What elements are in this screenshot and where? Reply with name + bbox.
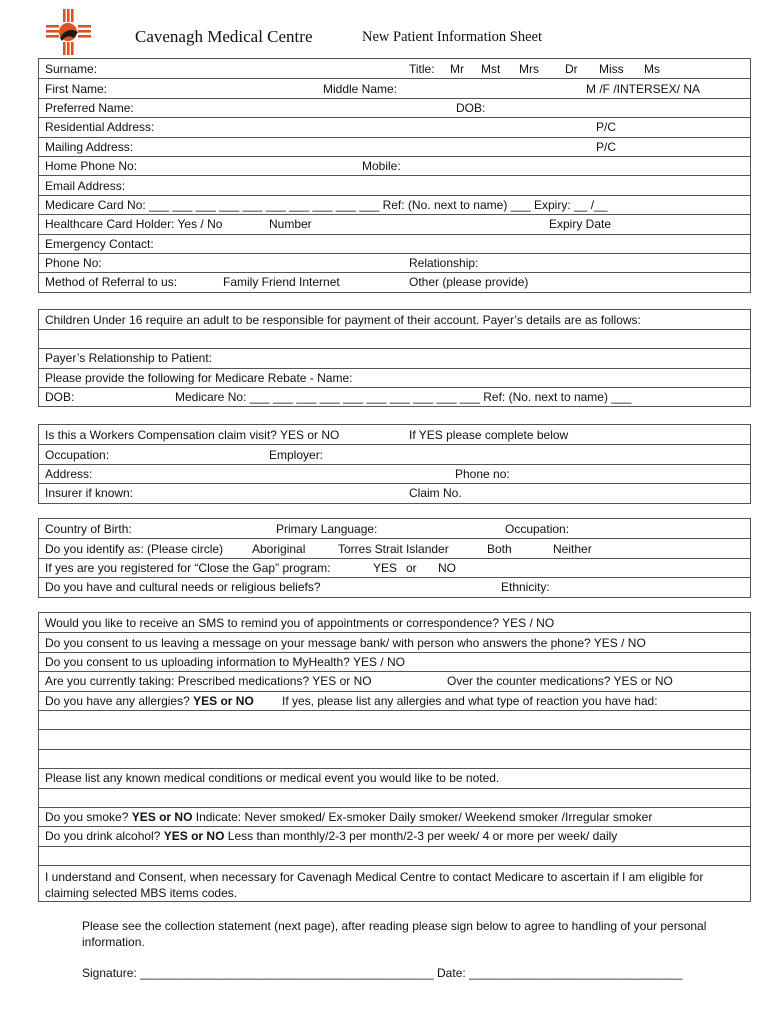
payer-rel-row: [39, 348, 750, 367]
payer-medicare-label[interactable]: Medicare No: ___ ___ ___ ___ ___ ___ ___ ___ ___ ___ Ref: (No. next to name) ___: [175, 389, 632, 404]
mailing-row: [39, 137, 750, 156]
workers-occupation-row: [39, 444, 750, 463]
rebate-row: [39, 368, 750, 387]
referral-other[interactable]: Other (please provide): [409, 275, 529, 290]
emergency-phone-label[interactable]: Phone No:: [45, 256, 102, 271]
myhealth-question[interactable]: Do you consent to us uploading information to MyHealth? YES / NO: [45, 654, 405, 669]
workers-address-label[interactable]: Address:: [45, 466, 93, 481]
identify-label: Do you identify as: (Please circle): [45, 541, 224, 556]
children-blank-row[interactable]: [39, 329, 750, 348]
sms-question[interactable]: Would you like to receive an SMS to remind you of appointments or correspondence? YES / NO: [45, 615, 555, 630]
needs-label[interactable]: Do you have and cultural needs or religious beliefs?: [45, 580, 321, 595]
children-intro-row: [39, 310, 750, 329]
title-mrs[interactable]: Mrs: [519, 61, 539, 76]
myhealth-row: [39, 652, 750, 671]
workers-question[interactable]: Is this a Workers Compensation claim visit? YES or NO: [45, 427, 340, 442]
title-miss[interactable]: Miss: [599, 61, 624, 76]
alcohol-yes-no[interactable]: YES or NO: [163, 829, 225, 844]
workers-employer-label[interactable]: Employer:: [269, 447, 324, 462]
identify-neither[interactable]: Neither: [553, 541, 592, 556]
rebate-label[interactable]: Please provide the following for Medicare Rebate - Name:: [45, 370, 353, 385]
allergies-blank-2[interactable]: [39, 729, 750, 748]
sheet-title: New Patient Information Sheet: [362, 29, 542, 45]
medicare-label[interactable]: Medicare Card No: ___ ___ ___ ___ ___ ___ ___ ___ ___ ___ Ref: (No. next to name) ___ Expiry: __ /__: [45, 197, 608, 212]
sms-row: [39, 613, 750, 632]
workers-occupation-label[interactable]: Occupation:: [45, 447, 110, 462]
residential-label[interactable]: Residential Address:: [45, 120, 155, 135]
referral-row: [39, 272, 750, 291]
message-row: [39, 632, 750, 651]
workers-comp-table: [38, 424, 751, 504]
residential-pc[interactable]: P/C: [596, 120, 617, 135]
gap-no[interactable]: NO: [438, 560, 456, 575]
needs-row: [39, 577, 750, 596]
country-label[interactable]: Country of Birth:: [45, 521, 132, 536]
allergies-blank-3[interactable]: [39, 749, 750, 768]
allergies-blank-1[interactable]: [39, 710, 750, 729]
dob-label[interactable]: DOB:: [456, 100, 486, 115]
allergies-row: [39, 691, 750, 710]
page-header: [0, 0, 770, 60]
workers-insurer-row: [39, 483, 750, 502]
alcohol-row: [39, 826, 750, 845]
zia-sun-logo-icon: [44, 8, 92, 56]
workers-insurer-label[interactable]: Insurer if known:: [45, 486, 134, 501]
consent-text: I understand and Consent, when necessary for Cavenagh Medical Centre to contact Medicare to ascertain if I am eligible for claiming selected MBS items codes.: [45, 870, 704, 901]
first-name-row: [39, 78, 750, 97]
workers-phone-label[interactable]: Phone no:: [455, 466, 510, 481]
mailing-label[interactable]: Mailing Address:: [45, 139, 134, 154]
identify-both[interactable]: Both: [487, 541, 512, 556]
smoke-yes-no[interactable]: YES or NO: [131, 810, 193, 825]
collection-statement: Please see the collection statement (next page), after reading please sign below to agree to handling of your personal information.: [82, 919, 707, 949]
message-question[interactable]: Do you consent to us leaving a message on your message bank/ with person who answers the phone? YES / NO: [45, 635, 646, 650]
alcohol-question: [45, 829, 617, 843]
clinic-name: Cavenagh Medical Centre: [135, 27, 313, 46]
personal-details-table: [38, 58, 751, 293]
gap-row: [39, 558, 750, 577]
signature-line[interactable]: Signature: ____________________________________________ Date: ________________________________: [82, 966, 683, 980]
identify-tsi[interactable]: Torres Strait Islander: [338, 541, 449, 556]
medications-row: [39, 671, 750, 690]
hcc-number-label[interactable]: Number: [269, 217, 312, 232]
conditions-label: Please list any known medical conditions or medical event you would like to be noted.: [45, 771, 500, 786]
workers-question-row: [39, 425, 750, 444]
conditions-blank[interactable]: [39, 788, 750, 807]
allergies-label: Do you have any allergies?: [45, 693, 190, 708]
surname-row: [39, 59, 750, 78]
gap-label: If yes are you registered for “Close the Gap” program:: [45, 560, 331, 575]
payer-rel-label[interactable]: Payer’s Relationship to Patient:: [45, 351, 212, 366]
alcohol-blank[interactable]: [39, 846, 750, 865]
mobile-label[interactable]: Mobile:: [362, 159, 401, 174]
title-label: Title:: [409, 61, 435, 76]
alcohol-label: Do you drink alcohol?: [45, 829, 161, 844]
children-table: [38, 309, 751, 407]
allergies-list-label: If yes, please list any allergies and what type of reaction you have had:: [282, 693, 658, 708]
title-dr[interactable]: Dr: [565, 61, 578, 76]
preferred-name-label[interactable]: Preferred Name:: [45, 100, 134, 115]
smoke-label: Do you smoke?: [45, 810, 129, 825]
allergies-question: [45, 694, 254, 708]
hcc-holder-label[interactable]: Healthcare Card Holder: Yes / No: [45, 217, 223, 232]
emergency-row: [39, 234, 750, 253]
workers-address-row: [39, 464, 750, 483]
first-name-label[interactable]: First Name:: [45, 81, 108, 96]
conditions-row: [39, 768, 750, 787]
title-mr[interactable]: Mr: [450, 61, 464, 76]
hcc-row: [39, 214, 750, 233]
residential-row: [39, 117, 750, 136]
health-table: [38, 612, 751, 902]
allergies-yes-no[interactable]: YES or NO: [193, 693, 254, 708]
payer-dob-label[interactable]: DOB:: [45, 389, 75, 404]
preferred-name-row: [39, 98, 750, 117]
home-phone-label[interactable]: Home Phone No:: [45, 159, 138, 174]
background-table: [38, 518, 751, 598]
title-mst[interactable]: Mst: [481, 61, 501, 76]
identify-row: [39, 538, 750, 557]
children-intro: Children Under 16 require an adult to be responsible for payment of their account. Payer’s details are as follows:: [45, 312, 641, 327]
title-ms[interactable]: Ms: [644, 61, 660, 76]
middle-name-label[interactable]: Middle Name:: [323, 81, 398, 96]
ethnicity-label[interactable]: Ethnicity:: [501, 580, 550, 595]
identify-aboriginal[interactable]: Aboriginal: [252, 541, 306, 556]
payer-dob-row: [39, 387, 750, 406]
medicare-row: [39, 195, 750, 214]
email-label[interactable]: Email Address:: [45, 178, 126, 193]
smoke-row: [39, 807, 750, 826]
smoke-options[interactable]: Indicate: Never smoked/ Ex-smoker Daily smoker/ Weekend smoker /Irregular smoker: [195, 810, 653, 825]
language-label[interactable]: Primary Language:: [276, 521, 378, 536]
smoke-question: [45, 810, 652, 824]
referral-label: Method of Referral to us:: [45, 275, 178, 290]
gap-or: or: [406, 560, 417, 575]
gender-options[interactable]: M /F /INTERSEX/ NA: [586, 81, 701, 96]
bg-occupation-label[interactable]: Occupation:: [505, 521, 570, 536]
workers-if-yes: If YES please complete below: [409, 427, 569, 442]
hcc-expiry-label[interactable]: Expiry Date: [549, 217, 612, 232]
phone-row: [39, 156, 750, 175]
alcohol-options[interactable]: Less than monthly/2-3 per month/2-3 per week/ 4 or more per week/ daily: [227, 829, 618, 844]
prescribed-question[interactable]: Are you currently taking: Prescribed medications? YES or NO: [45, 674, 372, 689]
gap-yes[interactable]: YES: [373, 560, 398, 575]
referral-options[interactable]: Family Friend Internet: [223, 275, 340, 290]
otc-question[interactable]: Over the counter medications? YES or NO: [447, 674, 673, 689]
consent-row: [39, 865, 750, 901]
surname-label[interactable]: Surname:: [45, 61, 98, 76]
email-row: [39, 175, 750, 194]
workers-claim-label[interactable]: Claim No.: [409, 486, 462, 501]
relationship-label[interactable]: Relationship:: [409, 256, 479, 271]
emergency-label[interactable]: Emergency Contact:: [45, 236, 154, 251]
country-row: [39, 519, 750, 538]
mailing-pc[interactable]: P/C: [596, 139, 617, 154]
emergency-phone-row: [39, 253, 750, 272]
